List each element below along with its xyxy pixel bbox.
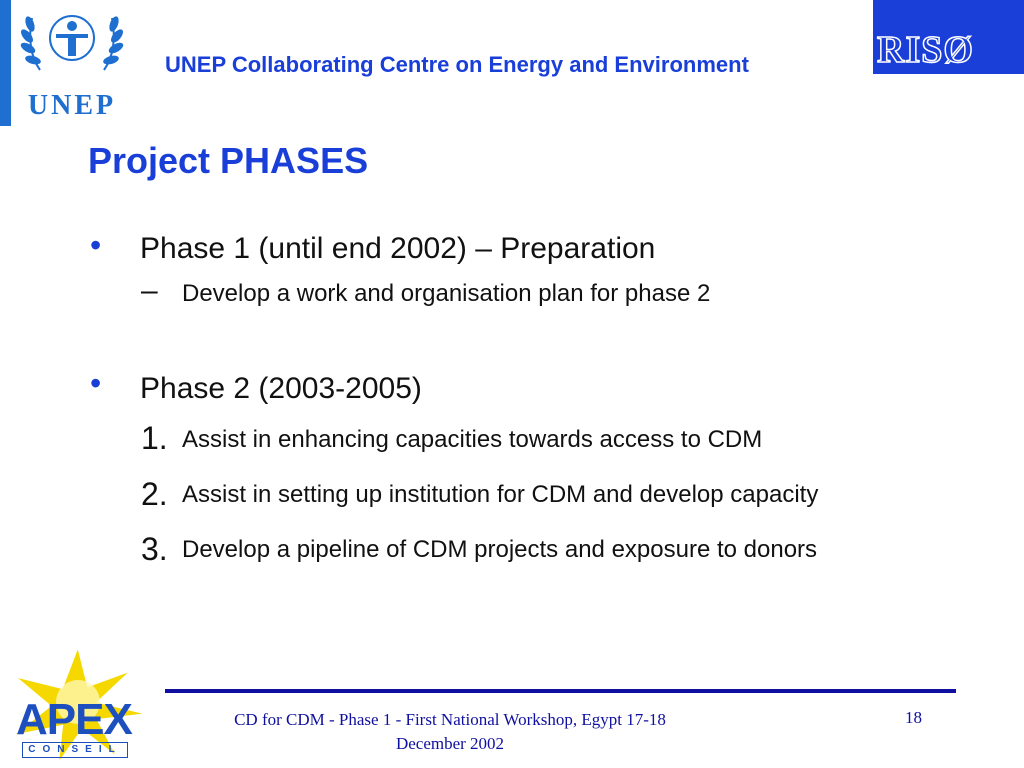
apex-logo-subtext: CONSEIL	[22, 742, 128, 758]
footer-caption	[170, 708, 730, 756]
bullet-phase-1: Phase 1 (until end 2002) – Preparation	[140, 232, 656, 265]
subitem-text: Assist in enhancing capacities towards access to CDM	[182, 426, 763, 453]
subitem-text: Assist in setting up institution for CDM and develop capacity	[182, 481, 819, 508]
apex-logo-text: APEX	[16, 695, 132, 744]
footer-caption-line-1: CD for CDM - Phase 1 - First National Workshop, Egypt 17-18	[234, 710, 666, 729]
subitem-marker: 2.	[141, 476, 168, 512]
page-number: 18	[905, 708, 922, 727]
riso-logo-text: RISØ	[877, 29, 974, 71]
header-left-accent-bar	[0, 0, 11, 126]
subitem-text: Develop a work and organisation plan for phase 2	[182, 280, 711, 307]
footer-divider	[165, 689, 956, 693]
riso-logo-icon	[873, 0, 1024, 74]
bullet-dot-icon: •	[90, 365, 102, 401]
bullet-phase-2: Phase 2 (2003-2005)	[140, 372, 422, 405]
bullet-dot-icon: •	[90, 227, 102, 263]
unep-logo-text: UNEP	[27, 90, 117, 121]
header-title: UNEP Collaborating Centre on Energy and Environment	[165, 52, 749, 77]
subitem-text: Develop a pipeline of CDM projects and exposure to donors	[182, 536, 818, 563]
subitem-marker: 1.	[141, 420, 168, 456]
subitem-marker: –	[141, 274, 158, 307]
subitem-marker: 3.	[141, 531, 168, 567]
footer-caption-line-2: December 2002	[395, 734, 505, 753]
slide-title: Project PHASES	[88, 140, 369, 181]
